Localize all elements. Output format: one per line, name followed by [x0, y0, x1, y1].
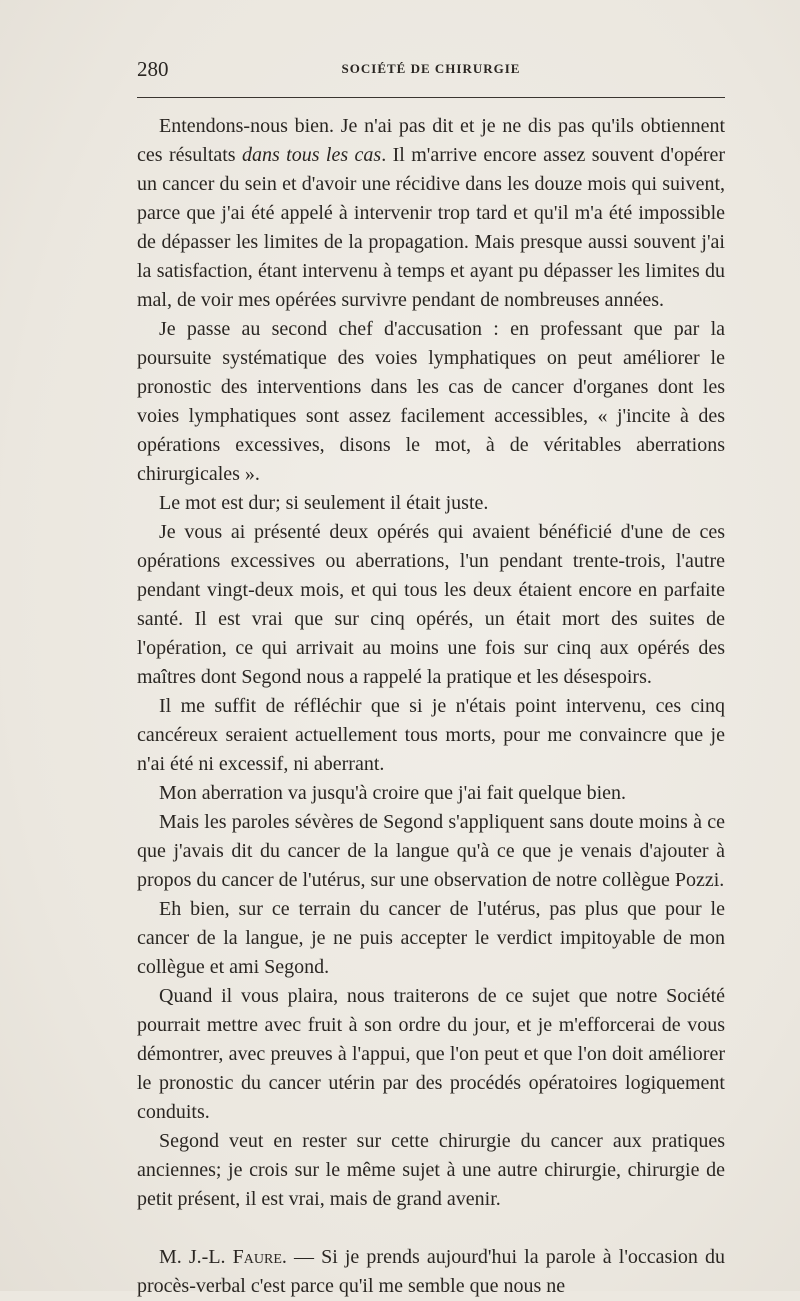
paragraph-faure	[137, 1243, 725, 1301]
body-text	[137, 112, 725, 1301]
paragraph-9: Quand il vous plaira, nous traiterons de ce sujet que notre Société pourrait mettre avec fruit à son ordre du jour, et je m'efforcerai de vous démontrer, avec preuves à l'appui, que l'on peut et que l'on doit améliorer le pronostic du cancer utérin par des procédés opératoires logiquement conduits.	[137, 985, 725, 1123]
running-title: SOCIÉTÉ DE CHIRURGIE	[341, 61, 521, 76]
paragraph-4: Je vous ai présenté deux opérés qui avaient bénéficié d'une de ces opérations excessives ou aberrations, l'un pendant trente-trois, l'autre pendant vingt-deux mois, et qui tous les deux étaient encore en parfaite santé. Il est vrai que sur cinq opérés, un était mort des suites de l'opération, ce qui arrivait au moins une fois sur cinq aux opérés des maîtres dont Segond nous a rappelé la pratique et les désespoirs.	[137, 521, 725, 688]
speaker-name: M. J.-L. Faure.	[159, 1246, 287, 1268]
paragraph-6: Mon aberration va jusqu'à croire que j'ai fait quelque bien.	[159, 782, 627, 804]
page-number: 280	[137, 57, 169, 81]
header-rule	[137, 97, 725, 98]
paragraph-8: Eh bien, sur ce terrain du cancer de l'utérus, pas plus que pour le cancer de la langue, je ne puis accepter le verdict impitoyable de mon collègue et ami Segond.	[137, 898, 725, 978]
paragraph-7: Mais les paroles sévères de Segond s'appliquent sans doute moins à ce que j'avais dit du cancer de la langue qu'à ce que je venais d'ajouter à propos du cancer de l'utérus, sur une observation de notre collègue Pozzi.	[137, 811, 725, 891]
paragraph-1-text-a: Entendons-nous bien. Je n'ai pas dit et je ne dis pas qu'ils obtiennent ces résultats	[137, 115, 725, 166]
paragraph-2: Je passe au second chef d'accusation : en professant que par la poursuite systématique des voies lymphatiques on peut améliorer le pronostic des interventions dans les cas de cancer d'organes dont les voies lymphatiques sont assez facilement accessibles, « j'incite à des opérations excessives, disons le mot, à de véritables aberrations chirurgicales ».	[137, 318, 725, 485]
paragraph-faure-text: — Si je prends aujourd'hui la parole à l'occasion du procès-verbal c'est parce qu'il me semble que nous ne	[137, 1246, 725, 1297]
paragraph-1	[137, 112, 725, 315]
paragraph-3: Le mot est dur; si seulement il était juste.	[159, 492, 489, 514]
paragraph-10: Segond veut en rester sur cette chirurgie du cancer aux pratiques anciennes; je crois sur le même sujet à une autre chirurgie, chirurgie de petit présent, il est vrai, mais de grand avenir.	[137, 1130, 725, 1210]
page-header	[137, 54, 725, 84]
paragraph-1-text-b: . Il m'arrive encore assez souvent d'opérer un cancer du sein et d'avoir une récidive dans les douze mois qui suivent, parce que j'ai été appelé à intervenir trop tard et qu'il m'a été impossible de dépasser les limites de la propagation. Mais presque aussi souvent j'ai la satisfaction, étant intervenu à temps et ayant pu dépasser les limites du mal, de voir mes opérées survivre pendant de nombreuses années.	[137, 144, 726, 311]
paragraph-5: Il me suffit de réfléchir que si je n'étais point intervenu, ces cinq cancéreux seraient actuellement tous morts, pour me convaincre que je n'ai été ni excessif, ni aberrant.	[137, 695, 725, 775]
paragraph-1-italic: dans tous les cas	[242, 144, 382, 166]
